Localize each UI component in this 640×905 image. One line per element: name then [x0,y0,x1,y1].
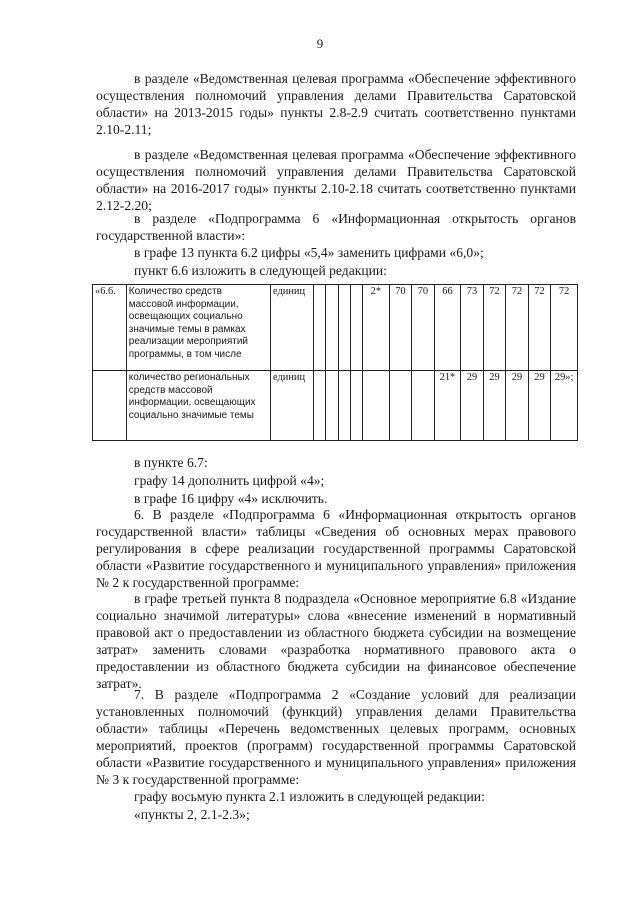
value-cell: 72 [483,285,506,371]
value-cell [389,371,412,441]
value-cell [326,371,338,441]
paragraph-subprogram-6: в разделе «Подпрограмма 6 «Информационная открытость органов государственной власти»: [96,211,576,243]
value-cell: 29»; [551,371,578,441]
value-cell: 72 [506,285,529,371]
value-cell: 21* [434,371,461,441]
value-cell [412,371,435,441]
unit-cell: единиц [271,285,314,371]
value-cell: 29 [483,371,506,441]
item-number-cell: «6.6. [93,285,127,371]
value-cell [326,285,338,371]
value-cell: 29 [528,371,551,441]
paragraph-column-16: в графе 16 цифру «4» исключить. [134,491,328,506]
value-cell: 70 [389,285,412,371]
paragraph-column-13: в графе 13 пункта 6.2 цифры «5,4» заменить цифрами «6,0»; [134,245,484,260]
value-cell [350,285,362,371]
value-cell [363,371,390,441]
paragraph-point-7: 7. В разделе «Подпрограмма 2 «Создание условий для реализации установленных полномочий (функций) управления делами Правительства области» таблицы «Перечень ведомственных целевых программ, основных мероприятий, проектов (программ) государственной программы Саратовской области «Развитие государственного и муниципального управления» приложения № 3 к государственной программе: [96,687,576,787]
table-row [93,285,578,371]
value-cell [338,285,350,371]
paragraph-section-2013-2015: в разделе «Ведомственная целевая программа «Обеспечение эффективного осуществления полномочий управления делами Правительства Саратовской области» на 2013-2015 годы» пункты 2.8-2.9 считать соответственно пунктами 2.10-2.11; [96,71,576,137]
value-cell [350,371,362,441]
paragraph-column-eight: графу восьмую пункта 2.1 изложить в следующей редакции: [134,789,485,804]
value-cell: 66 [434,285,461,371]
value-cell: 29 [461,371,484,441]
indicator-name-cell: Количество средств массовой информации, освещающих социально значимые темы в рамках реализации мероприятий программы, в том числе [126,285,270,371]
paragraph-item-6-6: пункт 6.6 изложить в следующей редакции: [134,263,387,278]
paragraph-column-14: графу 14 дополнить цифрой «4»; [134,473,325,488]
value-cell: 70 [412,285,435,371]
paragraph-item-6-7: в пункте 6.7: [134,455,208,470]
table-row [93,371,578,441]
value-cell: 73 [461,285,484,371]
paragraph-column-three-item-8: в графе третьей пункта 8 подраздела «Основное мероприятие 6.8 «Издание социально значимой литературы» слова «внесение изменений в нормативный правовой акт о предоставлении из областного бюджета субсидии на возмещение затрат» заменить словами «разработка нормативного правового акта о предоставлении из областного бюджета субсидии на финансовое обеспечение затрат». [96,591,576,691]
paragraph-items-2-2-3: «пункты 2, 2.1-2.3»; [134,807,250,822]
page-number: 9 [316,36,324,51]
value-cell: 29 [506,371,529,441]
value-cell: 72 [551,285,578,371]
item-6-6-table [92,284,578,441]
value-cell [338,371,350,441]
paragraph-point-6: 6. В разделе «Подпрограмма 6 «Информационная открытость органов государственной власти» таблицы «Сведения об основных мерах правового регулирования в сфере реализации государственной программы Саратовской области «Развитие государственного и муниципального управления» приложения № 2 к государственной программе: [96,507,576,590]
paragraph-section-2016-2017: в разделе «Ведомственная целевая программа «Обеспечение эффективного осуществления полномочий управления делами Правительства Саратовской области» на 2016-2017 годы» пункты 2.10-2.18 считать соответственно пунктами 2.12-2.20; [96,147,576,213]
value-cell: 2* [363,285,390,371]
value-cell [314,285,326,371]
value-cell: 72 [528,285,551,371]
value-cell [314,371,326,441]
item-number-cell [93,371,127,441]
unit-cell: единиц [271,371,314,441]
indicator-name-cell: количество региональных средств массовой информации, освещающих социально значимые темы [126,371,270,441]
